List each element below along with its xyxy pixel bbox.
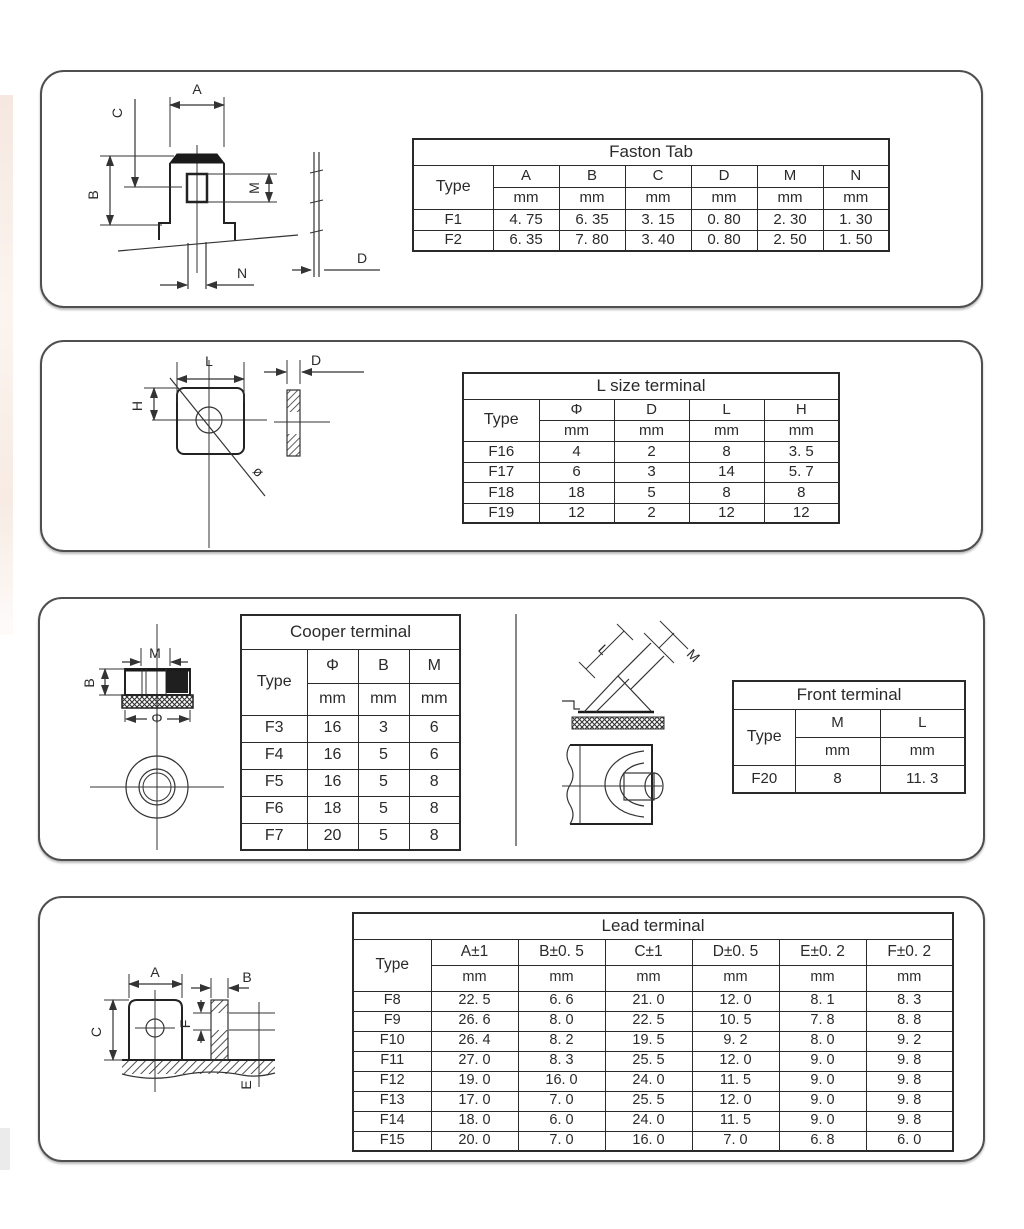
column-header: B bbox=[358, 649, 409, 683]
type-header: Type bbox=[733, 709, 795, 765]
cell: 6 bbox=[539, 462, 614, 482]
column-header: C±1 bbox=[605, 939, 692, 965]
unit-cell: mm bbox=[625, 187, 691, 209]
lead-terminal-table bbox=[352, 912, 954, 1152]
cell: 6. 0 bbox=[518, 1111, 605, 1131]
column-header: M bbox=[795, 709, 880, 737]
scan-artifact-left bbox=[0, 95, 13, 635]
dim-label-h: H bbox=[129, 400, 145, 412]
cooper-side-view bbox=[81, 624, 193, 850]
cell: 9. 2 bbox=[866, 1031, 953, 1051]
dim-label-f: F bbox=[177, 1019, 193, 1029]
cell: 24. 0 bbox=[605, 1071, 692, 1091]
column-header: M bbox=[409, 649, 460, 683]
column-header: Φ bbox=[539, 399, 614, 420]
unit-cell: mm bbox=[539, 420, 614, 441]
cell: 6. 0 bbox=[866, 1131, 953, 1151]
unit-cell: mm bbox=[795, 737, 880, 765]
unit-cell: mm bbox=[692, 965, 779, 991]
cell: 3. 15 bbox=[625, 209, 691, 230]
cell: 9. 8 bbox=[866, 1091, 953, 1111]
column-header: F±0. 2 bbox=[866, 939, 953, 965]
cell: 16 bbox=[307, 769, 358, 796]
row-type: F10 bbox=[353, 1031, 431, 1051]
cell: 6 bbox=[409, 742, 460, 769]
faston-front-view bbox=[85, 81, 298, 289]
unit-cell: mm bbox=[689, 420, 764, 441]
row-type: F3 bbox=[241, 715, 307, 742]
unit-cell: mm bbox=[614, 420, 689, 441]
l-size-side-view bbox=[264, 352, 364, 456]
dim-label-c: C bbox=[88, 1026, 104, 1038]
cell: 12. 0 bbox=[692, 1091, 779, 1111]
cell: 3 bbox=[358, 715, 409, 742]
column-header: N bbox=[823, 165, 889, 187]
cell: 5. 7 bbox=[764, 462, 839, 482]
cell: 24. 0 bbox=[605, 1111, 692, 1131]
cell: 7. 80 bbox=[559, 230, 625, 251]
unit-cell: mm bbox=[307, 683, 358, 715]
cell: 5 bbox=[358, 769, 409, 796]
dim-label-l: L bbox=[205, 353, 213, 369]
column-header: B bbox=[559, 165, 625, 187]
dim-label-phi: ø bbox=[249, 462, 268, 481]
dim-label-a: A bbox=[192, 81, 202, 97]
cell: 9. 8 bbox=[866, 1071, 953, 1091]
type-header: Type bbox=[241, 649, 307, 715]
row-type: F9 bbox=[353, 1011, 431, 1031]
dim-label-m: M bbox=[149, 645, 161, 661]
cell: 19. 0 bbox=[431, 1071, 518, 1091]
cell: 18 bbox=[539, 482, 614, 503]
column-header: D bbox=[614, 399, 689, 420]
cell: 4. 75 bbox=[493, 209, 559, 230]
front-front-view bbox=[562, 745, 663, 824]
cell: 20 bbox=[307, 823, 358, 850]
cell: 27. 0 bbox=[431, 1051, 518, 1071]
type-header: Type bbox=[463, 399, 539, 441]
row-type: F20 bbox=[733, 765, 795, 793]
cell: 16. 0 bbox=[605, 1131, 692, 1151]
unit-cell: mm bbox=[409, 683, 460, 715]
row-type: F6 bbox=[241, 796, 307, 823]
cell: 8 bbox=[689, 482, 764, 503]
faston-tab-panel bbox=[40, 70, 983, 308]
dim-label-d: D bbox=[356, 250, 368, 266]
cooper-terminal-diagram bbox=[62, 622, 242, 852]
cell: 9. 8 bbox=[866, 1111, 953, 1131]
cooper-front-panel bbox=[38, 597, 985, 861]
cell: 18. 0 bbox=[431, 1111, 518, 1131]
column-header: M bbox=[757, 165, 823, 187]
cell: 2. 50 bbox=[757, 230, 823, 251]
scan-artifact-bottom bbox=[0, 1128, 10, 1170]
cell: 9. 0 bbox=[779, 1071, 866, 1091]
dim-label-n: N bbox=[236, 265, 248, 281]
cell: 8. 1 bbox=[779, 991, 866, 1011]
unit-cell: mm bbox=[691, 187, 757, 209]
front-terminal-table bbox=[732, 680, 966, 794]
column-header: D bbox=[691, 165, 757, 187]
cell: 9. 0 bbox=[779, 1111, 866, 1131]
cell: 2. 30 bbox=[757, 209, 823, 230]
lead-terminal-diagram bbox=[77, 942, 307, 1122]
table-title: Faston Tab bbox=[413, 139, 889, 165]
dim-label-b: B bbox=[242, 969, 252, 985]
cell: 20. 0 bbox=[431, 1131, 518, 1151]
cell: 6. 8 bbox=[779, 1131, 866, 1151]
row-type: F17 bbox=[463, 462, 539, 482]
unit-cell: mm bbox=[866, 965, 953, 991]
table-title: Lead terminal bbox=[353, 913, 953, 939]
unit-cell: mm bbox=[605, 965, 692, 991]
cell: 19. 5 bbox=[605, 1031, 692, 1051]
row-type: F19 bbox=[463, 503, 539, 523]
row-type: F11 bbox=[353, 1051, 431, 1071]
dim-label-b: B bbox=[81, 678, 97, 688]
cell: 11. 5 bbox=[692, 1071, 779, 1091]
dim-label-b: B bbox=[85, 190, 101, 200]
table-title: L size terminal bbox=[463, 373, 839, 399]
row-type: F13 bbox=[353, 1091, 431, 1111]
front-terminal-diagram bbox=[532, 617, 732, 847]
cell: 5 bbox=[614, 482, 689, 503]
section-divider bbox=[515, 614, 517, 846]
unit-cell: mm bbox=[757, 187, 823, 209]
cell: 14 bbox=[689, 462, 764, 482]
cell: 8 bbox=[689, 441, 764, 462]
cell: 21. 0 bbox=[605, 991, 692, 1011]
cell: 5 bbox=[358, 742, 409, 769]
cell: 8 bbox=[764, 482, 839, 503]
cell: 0. 80 bbox=[691, 230, 757, 251]
cell: 2 bbox=[614, 503, 689, 523]
faston-side-view bbox=[292, 152, 380, 277]
column-header: Φ bbox=[307, 649, 358, 683]
faston-tab-table bbox=[412, 138, 890, 252]
column-header: A±1 bbox=[431, 939, 518, 965]
row-type: F15 bbox=[353, 1131, 431, 1151]
cell: 4 bbox=[539, 441, 614, 462]
cell: 8 bbox=[795, 765, 880, 793]
unit-cell: mm bbox=[358, 683, 409, 715]
cell: 7. 0 bbox=[518, 1131, 605, 1151]
cell: 6 bbox=[409, 715, 460, 742]
type-header: Type bbox=[353, 939, 431, 991]
column-header: E±0. 2 bbox=[779, 939, 866, 965]
cell: 18 bbox=[307, 796, 358, 823]
l-size-front-view bbox=[129, 353, 268, 548]
cell: 11. 3 bbox=[880, 765, 965, 793]
column-header: L bbox=[689, 399, 764, 420]
cell: 2 bbox=[614, 441, 689, 462]
cell: 3. 5 bbox=[764, 441, 839, 462]
cell: 11. 5 bbox=[692, 1111, 779, 1131]
cell: 1. 50 bbox=[823, 230, 889, 251]
cell: 9. 2 bbox=[692, 1031, 779, 1051]
unit-cell: mm bbox=[559, 187, 625, 209]
cell: 8 bbox=[409, 823, 460, 850]
cell: 8. 3 bbox=[518, 1051, 605, 1071]
lead-ground bbox=[122, 1060, 275, 1078]
unit-cell: mm bbox=[823, 187, 889, 209]
cell: 25. 5 bbox=[605, 1051, 692, 1071]
table-title: Cooper terminal bbox=[241, 615, 460, 649]
dim-label-e: E bbox=[238, 1080, 254, 1090]
l-size-panel bbox=[40, 340, 983, 552]
column-header: B±0. 5 bbox=[518, 939, 605, 965]
cell: 8. 2 bbox=[518, 1031, 605, 1051]
dim-label-a: A bbox=[150, 964, 160, 980]
cell: 6. 6 bbox=[518, 991, 605, 1011]
dim-label-l: L bbox=[595, 641, 612, 658]
unit-cell: mm bbox=[779, 965, 866, 991]
cell: 12 bbox=[689, 503, 764, 523]
cell: 8 bbox=[409, 796, 460, 823]
cell: 16. 0 bbox=[518, 1071, 605, 1091]
table-title: Front terminal bbox=[733, 681, 965, 709]
cell: 22. 5 bbox=[605, 1011, 692, 1031]
cell: 17. 0 bbox=[431, 1091, 518, 1111]
unit-cell: mm bbox=[431, 965, 518, 991]
row-type: F18 bbox=[463, 482, 539, 503]
unit-cell: mm bbox=[493, 187, 559, 209]
row-type: F2 bbox=[413, 230, 493, 251]
cell: 6. 35 bbox=[493, 230, 559, 251]
cell: 9. 0 bbox=[779, 1091, 866, 1111]
cell: 8. 3 bbox=[866, 991, 953, 1011]
cell: 5 bbox=[358, 796, 409, 823]
dim-label-phi: Φ bbox=[151, 710, 163, 726]
cell: 3 bbox=[614, 462, 689, 482]
dim-label-m: M bbox=[246, 182, 262, 194]
cell: 5 bbox=[358, 823, 409, 850]
cell: 12 bbox=[539, 503, 614, 523]
row-type: F1 bbox=[413, 209, 493, 230]
cell: 26. 6 bbox=[431, 1011, 518, 1031]
cooper-terminal-table bbox=[240, 614, 461, 851]
row-type: F12 bbox=[353, 1071, 431, 1091]
cell: 22. 5 bbox=[431, 991, 518, 1011]
cell: 25. 5 bbox=[605, 1091, 692, 1111]
row-type: F16 bbox=[463, 441, 539, 462]
row-type: F5 bbox=[241, 769, 307, 796]
cell: 16 bbox=[307, 715, 358, 742]
l-size-table bbox=[462, 372, 840, 524]
cell: 7. 0 bbox=[518, 1091, 605, 1111]
row-type: F4 bbox=[241, 742, 307, 769]
cell: 1. 30 bbox=[823, 209, 889, 230]
cell: 3. 40 bbox=[625, 230, 691, 251]
dim-label-c: C bbox=[109, 107, 125, 119]
cell: 26. 4 bbox=[431, 1031, 518, 1051]
cell: 12 bbox=[764, 503, 839, 523]
cell: 8. 0 bbox=[518, 1011, 605, 1031]
column-header: L bbox=[880, 709, 965, 737]
cell: 12. 0 bbox=[692, 991, 779, 1011]
cell: 7. 0 bbox=[692, 1131, 779, 1151]
l-size-diagram bbox=[102, 352, 382, 552]
column-header: H bbox=[764, 399, 839, 420]
unit-cell: mm bbox=[518, 965, 605, 991]
cell: 9. 0 bbox=[779, 1051, 866, 1071]
row-type: F14 bbox=[353, 1111, 431, 1131]
unit-cell: mm bbox=[764, 420, 839, 441]
column-header: C bbox=[625, 165, 691, 187]
cell: 8. 0 bbox=[779, 1031, 866, 1051]
cell: 6. 35 bbox=[559, 209, 625, 230]
cell: 7. 8 bbox=[779, 1011, 866, 1031]
faston-tab-diagram bbox=[62, 77, 402, 307]
cell: 0. 80 bbox=[691, 209, 757, 230]
unit-cell: mm bbox=[880, 737, 965, 765]
front-side-view bbox=[562, 621, 703, 729]
cell: 8. 8 bbox=[866, 1011, 953, 1031]
row-type: F8 bbox=[353, 991, 431, 1011]
type-header: Type bbox=[413, 165, 493, 209]
dim-label-d: D bbox=[310, 352, 322, 368]
lead-terminal-panel bbox=[38, 896, 985, 1162]
column-header: D±0. 5 bbox=[692, 939, 779, 965]
cell: 16 bbox=[307, 742, 358, 769]
cell: 10. 5 bbox=[692, 1011, 779, 1031]
cell: 9. 8 bbox=[866, 1051, 953, 1071]
column-header: A bbox=[493, 165, 559, 187]
row-type: F7 bbox=[241, 823, 307, 850]
cell: 8 bbox=[409, 769, 460, 796]
dim-label-m: M bbox=[683, 645, 704, 666]
cell: 12. 0 bbox=[692, 1051, 779, 1071]
